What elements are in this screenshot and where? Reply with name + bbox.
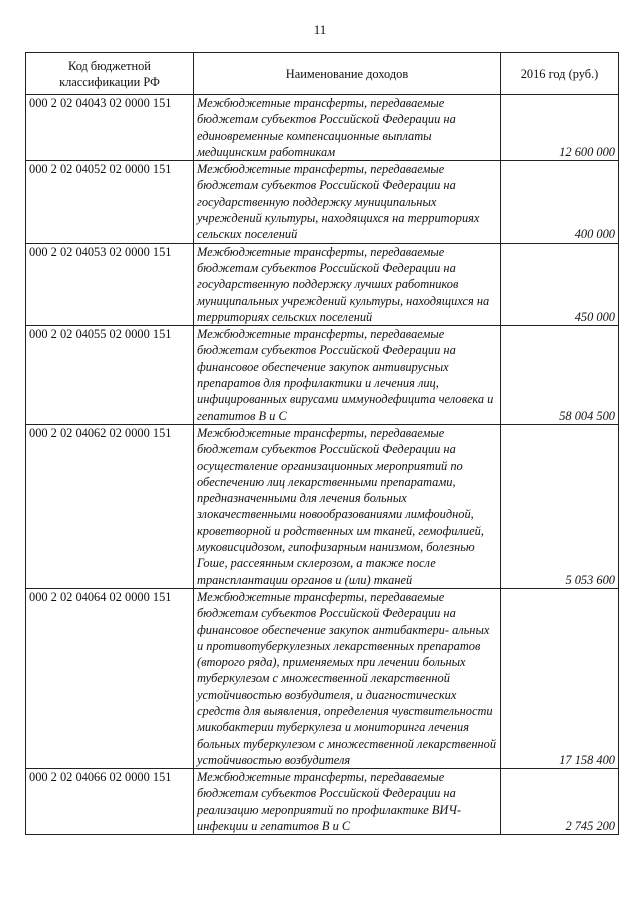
page-number: 11 (313, 22, 327, 37)
table-row (26, 326, 619, 425)
header-amount-2016: 2016 год (руб.) (501, 53, 619, 95)
amount-cell: 450 000 (501, 243, 619, 325)
budget-code-cell: 000 2 02 04043 02 0000 151 (26, 95, 194, 161)
budget-code-cell: 000 2 02 04064 02 0000 151 (26, 588, 194, 768)
header-row (26, 53, 619, 95)
table-row (26, 424, 619, 588)
header-income-name: Наименование доходов (194, 53, 501, 95)
table-row (26, 243, 619, 325)
budget-code-cell: 000 2 02 04055 02 0000 151 (26, 326, 194, 425)
income-name-cell: Межбюджетные трансферты, передаваемые бюджетам субъектов Российской Федерации на финансовое обеспечение закупок антибактери- альных и противотуберкулезных лекарственных препаратов (второго ряда), применяемых при лечении больных туберкулезом с множественной лекарственной устойчивостью возбудителя, и диагностических средств для выявления, определения чувствительности микобактерии туберкулеза и мониторинга лечения больных туберкулезом с множественной лекарственной устойчивостью возбудителя (194, 588, 501, 768)
amount-cell: 12 600 000 (501, 95, 619, 161)
income-name-cell: Межбюджетные трансферты, передаваемые бюджетам субъектов Российской Федерации на финансовое обеспечение закупок антивирусных препаратов для профилактики и лечения лиц, инфицированных вирусами иммунодефицита человека и гепатитов B и C (194, 326, 501, 425)
income-name-cell: Межбюджетные трансферты, передаваемые бюджетам субъектов Российской Федерации на государственную поддержку муниципальных учреждений культуры, находящихся на территориях сельских поселений (194, 161, 501, 243)
income-name-cell: Межбюджетные трансферты, передаваемые бюджетам субъектов Российской Федерации на государственную поддержку лучших работников муниципальных учреждений культуры, находящихся на территориях сельских поселений (194, 243, 501, 325)
table-row (26, 161, 619, 243)
table-row (26, 769, 619, 835)
income-name-cell: Межбюджетные трансферты, передаваемые бюджетам субъектов Российской Федерации на единовременные компенсационные выплаты медицинским работникам (194, 95, 501, 161)
income-name-cell: Межбюджетные трансферты, передаваемые бюджетам субъектов Российской Федерации на осуществление организационных мероприятий по обеспечению лиц лекарственными препаратами, предназначенными для лечения больных злокачественными новообразованиями лимфоидной, кроветворной и родственных им тканей, гемофилией, муковисцидозом, гипофизарным нанизмом, болезнью Гоше, рассеянным склерозом, а также после трансплантации органов и (или) тканей (194, 424, 501, 588)
income-table (25, 52, 619, 835)
amount-cell: 400 000 (501, 161, 619, 243)
budget-code-cell: 000 2 02 04053 02 0000 151 (26, 243, 194, 325)
amount-cell: 58 004 500 (501, 326, 619, 425)
budget-code-cell: 000 2 02 04062 02 0000 151 (26, 424, 194, 588)
budget-code-cell: 000 2 02 04066 02 0000 151 (26, 769, 194, 835)
header-budget-code: Код бюджетной классификации РФ (26, 53, 194, 95)
income-name-cell: Межбюджетные трансферты, передаваемые бюджетам субъектов Российской Федерации на реализацию мероприятий по профилактике ВИЧ-инфекции и гепатитов B и C (194, 769, 501, 835)
table-row (26, 588, 619, 768)
amount-cell: 17 158 400 (501, 588, 619, 768)
table-row (26, 95, 619, 161)
amount-cell: 5 053 600 (501, 424, 619, 588)
table-header (26, 53, 619, 95)
table-body (26, 95, 619, 835)
budget-code-cell: 000 2 02 04052 02 0000 151 (26, 161, 194, 243)
amount-cell: 2 745 200 (501, 769, 619, 835)
